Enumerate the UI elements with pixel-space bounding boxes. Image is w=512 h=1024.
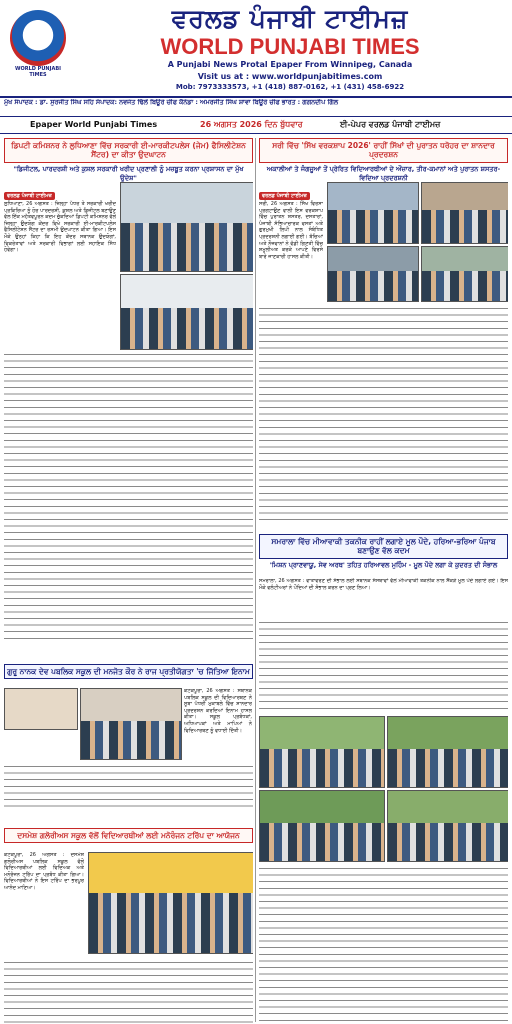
source-badge: ਵਰਲਡ ਪੰਜਾਬੀ ਟਾਈਮਜ਼	[4, 192, 55, 200]
article-headline[interactable]: ਡਿਪਟੀ ਕਮਿਸ਼ਨਰ ਨੇ ਲੁਧਿਆਣਾ ਵਿੱਚ ਸਰਕਾਰੀ ਈ-ਮਾਰਕੀਟਪਲੇਸ (ਜੇਮ) ਫੈਸਿਲੀਟੇਸ਼ਨ ਸੈਂਟਰ) ਦਾ ਕੀਤਾ ਉਦਘਾਟਨ	[4, 138, 253, 163]
article-body-continued	[4, 960, 253, 1024]
award-ceremony-photo	[80, 688, 182, 760]
plantation-photo-3	[259, 790, 385, 862]
article-body: ਸਮਰਾਲਾ, 26 ਅਗਸਤ : ਵਾਤਾਵਰਣ ਦੀ ਸੰਭਾਲ ਲਈ ਸਥਾਨਕ ਸੰਸਥਾਵਾਂ ਵੱਲੋਂ ਮੀਆਵਾਕੀ ਤਕਨੀਕ ਨਾਲ ਸੈਂਕੜੇ ਮੂਲ ਪੌਦੇ ਲਗਾਏ ਗਏ। ਇਸ ਮੌਕੇ ਵਲੰਟੀਅਰਾਂ ਨੇ ਪੌਦਿਆਂ ਦੀ ਸੰਭਾਲ ਕਰਨ ਦਾ ਪ੍ਰਣ ਲਿਆ।	[259, 578, 508, 591]
article-subheadline: "ਡਿਜੀਟਲ, ਪਾਰਦਰਸ਼ੀ ਅਤੇ ਕੁਸ਼ਲ ਸਰਕਾਰੀ ਖਰੀਦ ਪ੍ਰਣਾਲੀ ਨੂੰ ਮਜ਼ਬੂਤ ਕਰਨਾ ਪ੍ਰਸ਼ਾਸਨ ਦਾ ਮੁੱਖ ਉਦੇਸ਼"	[13, 164, 244, 182]
article-body-column	[184, 688, 252, 758]
article-body: ਸਰੀ, 26 ਅਗਸਤ : ਸਿੱਖ ਵਿਰਸਾ ਪ੍ਰਗਟਾਉਣ ਵਾਲੀ ਇਸ ਵਰਕਸ਼ਾਪ ਵਿੱਚ ਪੁਰਾਤਨ ਸ਼ਸਤਰ, ਦਸਤਾਰਾਂ, ਪੰਜਾਬੀ ਸੱਭਿਆਚਾਰਕ ਵਸਤਾਂ ਅਤੇ ਗੁਰਮੁਖੀ ਲਿਪੀ ਨਾਲ ਸੰਬੰਧਿਤ ਪ੍ਰਦਰਸ਼ਨੀ ਲਗਾਈ ਗਈ। ਬੱਚਿਆਂ ਅਤੇ ਨੌਜਵਾਨਾਂ ਨੇ ਵੱਡੀ ਗਿਣਤੀ ਵਿੱਚ ਸ਼ਮੂਲੀਅਤ ਕਰਕੇ ਆਪਣੇ ਵਿਰਸੇ ਬਾਰੇ ਜਾਣਕਾਰੀ ਹਾਸਲ ਕੀਤੀ।	[259, 201, 323, 260]
article-headline[interactable]: ਗੁਰੂ ਨਾਨਕ ਦੇਵ ਪਬਲਿਕ ਸਕੂਲ ਦੀ ਮਨਜੋਤ ਕੌਰ ਨੇ ਰਾਜ ਪ੍ਰਤੀਯੋਗਤਾ 'ਚ ਜਿੱਤਿਆ ਇਨਾਮ	[4, 664, 253, 679]
plantation-photo-1	[259, 716, 385, 788]
article-body: ਲੁਧਿਆਣਾ, 26 ਅਗਸਤ : ਜ਼ਿਲ੍ਹਾ ਪੱਧਰ ਤੇ ਸਰਕਾਰੀ ਖਰੀਦ ਪ੍ਰਕਿਰਿਆ ਨੂੰ ਹੋਰ ਪਾਰਦਰਸ਼ੀ, ਕੁਸ਼ਲ ਅਤੇ ਡਿਜੀਟਲ ਬਣਾਉਣ ਵੱਲ ਇੱਕ ਮਹੱਤਵਪੂਰਨ ਕਦਮ ਚੁੱਕਦਿਆਂ ਡਿਪਟੀ ਕਮਿਸ਼ਨਰ ਵੱਲੋਂ ਜ਼ਿਲ੍ਹਾ ਉਦਯੋਗ ਕੇਂਦਰ ਵਿਖੇ ਸਰਕਾਰੀ ਈ-ਮਾਰਕੀਟਪਲੇਸ ਫੈਸਿਲੀਟੇਸ਼ਨ ਸੈਂਟਰ ਦਾ ਰਸਮੀ ਉਦਘਾਟਨ ਕੀਤਾ ਗਿਆ। ਇਸ ਮੌਕੇ ਉਨ੍ਹਾਂ ਕਿਹਾ ਕਿ ਇਹ ਕੇਂਦਰ ਸਥਾਨਕ ਉਦਯੋਗਾਂ, ਵਿਕਰੇਤਾਵਾਂ ਅਤੇ ਸਰਕਾਰੀ ਵਿਭਾਗਾਂ ਲਈ ਸਹਾਇਕ ਸਿੱਧ ਹੋਵੇਗਾ।	[4, 201, 116, 254]
office-photo	[120, 274, 253, 350]
article-gem-centre[interactable]	[4, 138, 253, 643]
article-headline[interactable]: ਦਸਮੇਸ਼ ਗਲੋਰੀਅਸ ਸਕੂਲ ਵੱਲੋਂ ਵਿਦਿਆਰਥੀਆਂ ਲਈ ਮਨੋਰੰਜਨ ਟਰਿੱਪ ਦਾ ਆਯੋਜਨ	[4, 828, 253, 843]
article-headline[interactable]: ਸਰੀ ਵਿੱਚ 'ਸਿੱਖ ਵਰਕਸ਼ਾਪ 2026' ਰਾਹੀਂ ਸਿੱਖਾਂ ਦੀ ਪੁਰਾਤਨ ਧਰੋਹਰ ਦਾ ਸ਼ਾਨਦਾਰ ਪ੍ਰਦਰਸ਼ਨ	[259, 138, 508, 163]
article-school-trip[interactable]	[4, 828, 253, 1024]
article-body-column	[4, 852, 84, 962]
article-body-continued	[259, 866, 508, 1024]
article-body-column	[4, 182, 116, 312]
plantation-photo-4	[387, 790, 508, 862]
article-body-continued	[4, 352, 253, 640]
logo-text: WORLD PUNJABI TIMES	[14, 66, 61, 78]
article-body: ਕੋਟਕਪੂਰਾ, 26 ਅਗਸਤ : ਸਥਾਨਕ ਪਬਲਿਕ ਸਕੂਲ ਦੀ ਵਿਦਿਆਰਥਣ ਨੇ ਸੂਬਾ ਪੱਧਰੀ ਮੁਕਾਬਲੇ ਵਿੱਚ ਸ਼ਾਨਦਾਰ ਪ੍ਰਦਰਸ਼ਨ ਕਰਦਿਆਂ ਇਨਾਮ ਹਾਸਲ ਕੀਤਾ। ਸਕੂਲ ਪ੍ਰਬੰਧਕਾਂ, ਅਧਿਆਪਕਾਂ ਅਤੇ ਮਾਪਿਆਂ ਨੇ ਵਿਦਿਆਰਥਣ ਨੂੰ ਵਧਾਈ ਦਿੱਤੀ।	[184, 688, 252, 734]
column-divider	[255, 138, 256, 1022]
article-subheadline: 'ਮਿਸ਼ਨ ਪ੍ਰਾਣਵਾਯੂ, ਸੇਵ ਅਰਥ' ਤਹਿਤ ਹਰਿਆਵਲ ਮੁਹਿੰਮ - ਮੂਲ ਪੌਦੇ ਲਗਾ ਕੇ ਕੁਦਰਤ ਦੀ ਸੰਭਾਲ	[269, 560, 498, 569]
editorial-staff-line: ਮੁੱਖ ਸੰਪਾਦਕ : ਡਾ. ਸੁਰਜੀਤ ਸਿੰਘ ਸਹਿ ਸੰਪਾਦਕ: ਨਵਜੋਤ ਢਿੱਲੋਂ ਬਿਊਰੋ ਚੀਫ ਕੈਨੇਡਾ : ਅਮਰਜੀਤ ਸਿੰਘ ਸ਼ਾਵਾ ਬਿਊਰੋ ਚੀਫ ਭਾਰਤ : ਗਗਨਦੀਪ ਗਿੱਲ	[4, 99, 338, 106]
source-badge: ਵਰਲਡ ਪੰਜਾਬੀ ਟਾਈਮਜ਼	[259, 192, 310, 200]
dateline-date: 26 ਅਗਸਤ 2026 ਦਿਨ ਬੁੱਧਵਾਰ	[200, 120, 303, 129]
school-bus-photo	[88, 852, 253, 954]
winner-logo-photo	[4, 688, 78, 730]
article-body-continued	[4, 764, 253, 810]
workshop-photo-4	[421, 246, 508, 302]
masthead-title-punjabi: ਵਰਲਡ ਪੰਜਾਬੀ ਟਾਈਮਜ਼	[171, 4, 409, 33]
masthead-title-english: WORLD PUNJABI TIMES	[160, 34, 420, 59]
plantation-photo-2	[387, 716, 508, 788]
ribbon-cutting-photo	[120, 182, 253, 272]
workshop-photo-3	[327, 246, 419, 302]
dateline-bar	[0, 116, 512, 134]
website-link[interactable]: Visit us at : www.worldpunjabitimes.com	[197, 72, 383, 81]
article-body-continued	[259, 620, 508, 712]
contact-numbers: Mob: 7973333573, +1 (418) 887-0162, +1 (431) 458-6922	[175, 83, 405, 91]
globe-logo-icon	[10, 10, 66, 66]
workshop-photo-2	[421, 182, 508, 244]
article-body-column	[259, 182, 323, 282]
workshop-photo-1	[327, 182, 419, 244]
article-headline[interactable]: ਸਮਰਾਲਾ ਵਿੱਚ ਮੀਆਵਾਕੀ ਤਕਨੀਕ ਰਾਹੀਂ ਲਗਾਏ ਮੂਲ ਪੌਦੇ, ਹਰਿਆ-ਭਰਿਆ ਪੰਜਾਬ ਬਣਾਉਣ ਵੱਲ ਕਦਮ	[259, 534, 508, 559]
article-sikh-workshop[interactable]	[259, 138, 508, 528]
article-subheadline: ਅਕਾਲੀਆਂ ਤੇ ਜੰਗਜੂਆਂ ਤੋਂ ਪ੍ਰੇਰਿਤ ਵਿਦਿਆਰਥੀਆਂ ਦੇ ਔਜ਼ਾਰ, ਤੀਰ-ਕਮਾਨਾਂ ਅਤੇ ਪੁਰਾਤਨ ਸ਼ਸਤਰ-ਵਿਦਿਆ ਪ੍ਰਦਰਸ਼ਨੀ	[266, 164, 501, 182]
dateline-epaper-name-punjabi: ਈ-ਪੇਪਰ ਵਰਲਡ ਪੰਜਾਬੀ ਟਾਈਮਜ਼	[340, 120, 441, 129]
masthead-tagline: A Punjabi News Protal Epaper From Winnipeg, Canada	[167, 60, 413, 69]
article-school-prize[interactable]	[4, 664, 253, 812]
article-body-continued	[259, 306, 508, 526]
masthead	[0, 0, 512, 98]
article-miyawaki-plantation[interactable]	[259, 534, 508, 1024]
article-body: ਕੋਟਕਪੂਰਾ, 26 ਅਗਸਤ : ਦਸਮੇਸ਼ ਗਲੋਰੀਅਸ ਪਬਲਿਕ ਸਕੂਲ ਵੱਲੋਂ ਵਿਦਿਆਰਥੀਆਂ ਲਈ ਵਿਦਿਅਕ ਅਤੇ ਮਨੋਰੰਜਨ ਟਰਿੱਪ ਦਾ ਪ੍ਰਬੰਧ ਕੀਤਾ ਗਿਆ। ਵਿਦਿਆਰਥੀਆਂ ਨੇ ਇਸ ਟਰਿੱਪ ਦਾ ਭਰਪੂਰ ਆਨੰਦ ਮਾਣਿਆ।	[4, 852, 84, 891]
dateline-epaper-name: Epaper World Punjabi Times	[30, 120, 158, 129]
